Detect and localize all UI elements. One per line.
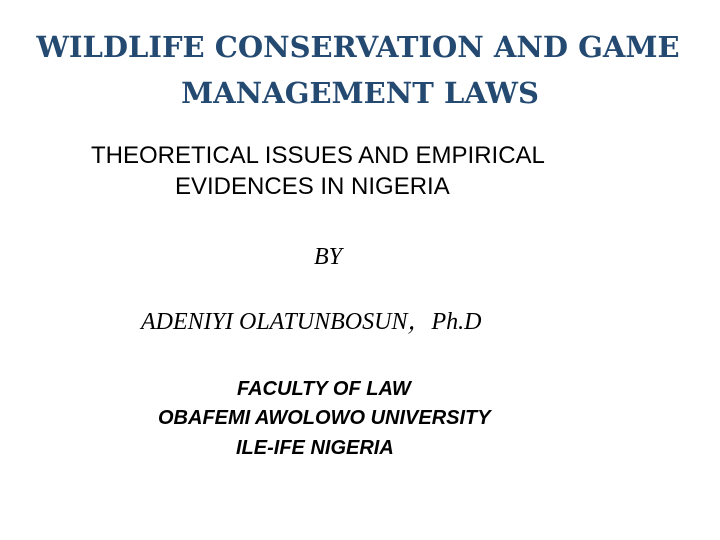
affiliation-university: OBAFEMI AWOLOWO UNIVERSITY: [158, 407, 491, 429]
affiliation-faculty: FACULTY OF LAW: [237, 378, 411, 400]
affiliation-location: ILE-IFE NIGERIA: [236, 437, 394, 459]
subtitle-line-1: THEORETICAL ISSUES AND EMPIRICAL: [91, 142, 545, 169]
author-name: ADENIYI OLATUNBOSUN，Ph.D: [141, 309, 482, 335]
subtitle-line-2: EVIDENCES IN NIGERIA: [175, 173, 450, 200]
title-line-1: WILDLIFE CONSERVATION AND GAME: [36, 30, 680, 64]
slide-title: [0, 24, 720, 116]
title-line-2: MANAGEMENT LAWS: [181, 76, 539, 110]
by-label: BY: [314, 244, 343, 270]
